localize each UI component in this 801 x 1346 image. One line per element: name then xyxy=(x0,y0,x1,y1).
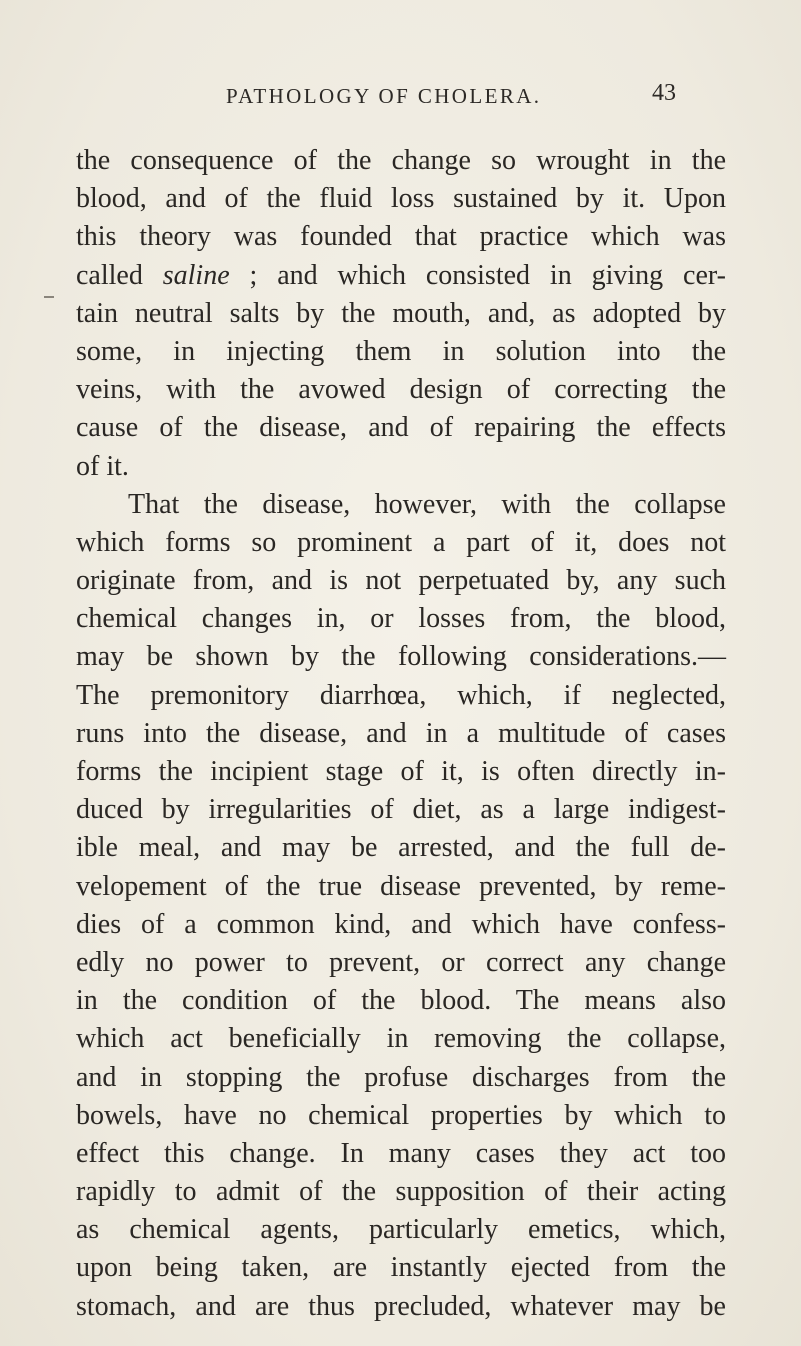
text-line: rapidly to admit of the supposition of their acting xyxy=(76,1176,726,1208)
text-line: upon being taken, are instantly ejected from the xyxy=(76,1252,726,1284)
text-line: ible meal, and may be arrested, and the full de- xyxy=(76,832,726,864)
text-line: stomach, and are thus precluded, whatever may be xyxy=(76,1290,726,1322)
text-line: the consequence of the change so wrought in the xyxy=(76,145,726,176)
text-line: in the condition of the blood. The means also xyxy=(76,985,726,1017)
text-line: of it. xyxy=(76,450,129,482)
text-line: may be shown by the following considerations.— xyxy=(76,641,726,673)
running-head: PATHOLOGY OF CHOLERA. xyxy=(226,84,542,108)
text-line: chemical changes in, or losses from, the blood, xyxy=(76,603,726,635)
text-line: as chemical agents, particularly emetics, which, xyxy=(76,1214,726,1246)
text-line: velopement of the true disease prevented, by reme- xyxy=(76,870,726,902)
text-line: and in stopping the profuse discharges from the xyxy=(76,1061,726,1093)
text-line: cause of the disease, and of repairing the effects xyxy=(76,412,726,444)
text-line: effect this change. In many cases they act too xyxy=(76,1137,726,1169)
text-line: veins, with the avowed design of correcting the xyxy=(76,374,726,406)
text-line: The premonitory diarrhœa, which, if neglected, xyxy=(76,679,726,711)
text-line: tain neutral salts by the mouth, and, as adopted by xyxy=(76,297,726,329)
text-line: some, in injecting them in solution into the xyxy=(76,335,726,367)
text-line: That the disease, however, with the collapse xyxy=(128,488,726,520)
text-line: which forms so prominent a part of it, does not xyxy=(76,526,726,558)
text-line: originate from, and is not perpetuated by, any such xyxy=(76,565,726,597)
text-line: dies of a common kind, and which have confess- xyxy=(76,908,726,940)
text-line: duced by irregularities of diet, as a large indigest- xyxy=(76,794,726,826)
italic-term: saline xyxy=(162,259,230,291)
body-text xyxy=(76,142,726,1326)
page-number: 43 xyxy=(652,80,676,106)
text-line: forms the incipient stage of it, is often directly in- xyxy=(76,756,726,787)
text-line: this theory was founded that practice which was xyxy=(76,221,726,253)
text-line-with-italic: called saline ; and which consisted in giving cer- xyxy=(76,259,726,291)
text-line: bowels, have no chemical properties by which to xyxy=(76,1099,726,1131)
text-line: blood, and of the fluid loss sustained by it. Upon xyxy=(76,183,726,215)
text-line: runs into the disease, and in a multitude of cases xyxy=(76,717,726,749)
text-line: which act beneficially in removing the collapse, xyxy=(76,1023,726,1055)
text-line: edly no power to prevent, or correct any change xyxy=(76,946,726,978)
margin-mark xyxy=(44,296,54,298)
